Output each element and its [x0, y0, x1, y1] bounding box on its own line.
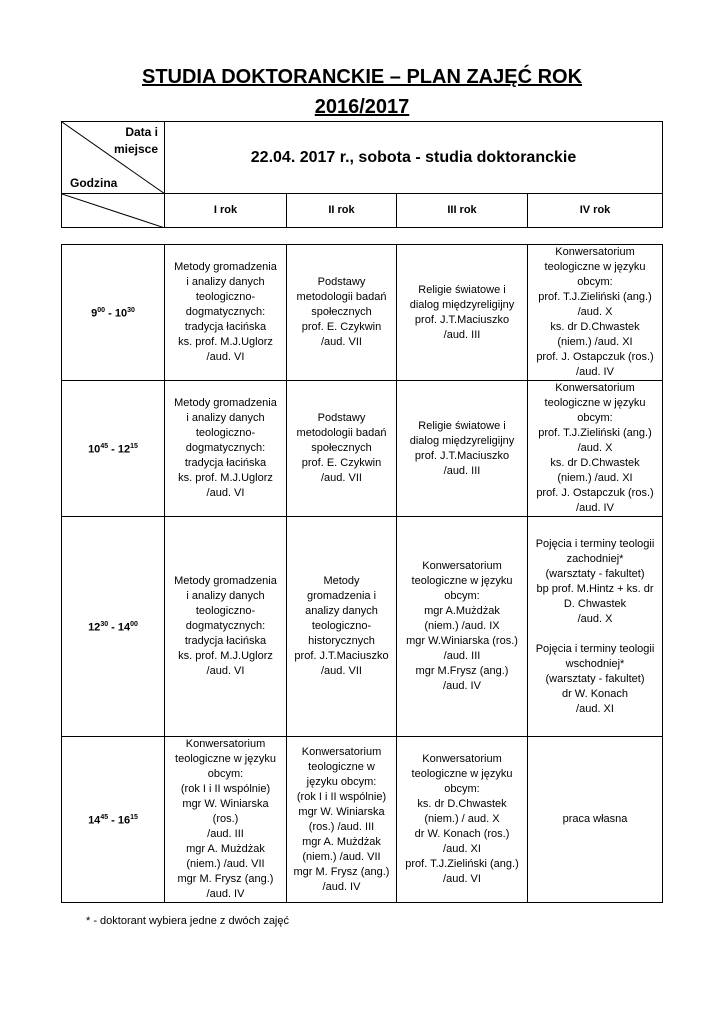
- schedule-row: [62, 245, 663, 381]
- schedule-table: [61, 244, 663, 903]
- corner-label-hour: Godzina: [70, 176, 118, 190]
- year-header-4: IV rok: [528, 194, 663, 228]
- class-cell-year1: Metody gromadzenia i analizy danych teologiczno- dogmatycznych: tradycja łacińska ks. prof. M.J.Uglorz /aud. VI: [165, 245, 287, 381]
- class-cell-year3: Religie światowe i dialog międzyreligijny prof. J.T.Maciuszko /aud. III: [397, 381, 528, 517]
- class-cell-year2: Podstawy metodologii badań społecznych prof. E. Czykwin /aud. VII: [287, 245, 397, 381]
- date-header: 22.04. 2017 r., sobota - studia doktoranckie: [165, 122, 663, 194]
- class-cell-year2: Podstawy metodologii badań społecznych prof. E. Czykwin /aud. VII: [287, 381, 397, 517]
- class-cell-year2: Konwersatorium teologiczne w języku obcym: (rok I i II wspólnie) mgr W. Winiarska (ros.) /aud. III mgr A. Mużdżak (niem.) /aud. VII mgr M. Frysz (ang.) /aud. IV: [287, 737, 397, 903]
- corner-empty-cell: [62, 194, 165, 228]
- year-header-1: I rok: [165, 194, 287, 228]
- time-slot: $10^{45} - 12^{15}$: [62, 381, 165, 517]
- time-slot: $14^{45} - 16^{15}$: [62, 737, 165, 903]
- footnote: * - doktorant wybiera jedne z dwóch zajęć: [86, 915, 289, 927]
- year-header-3: III rok: [397, 194, 528, 228]
- class-cell-year4: Konwersatorium teologiczne w języku obcym: prof. T.J.Zieliński (ang.) /aud. X ks. dr D.Chwastek (niem.) /aud. XI prof. J. Ostapczuk (ros.) /aud. IV: [528, 381, 663, 517]
- page-title-line1: STUDIA DOKTORANCKIE – PLAN ZAJĘĆ ROK: [141, 66, 583, 88]
- corner-header-cell: [62, 122, 165, 194]
- time-slot: $9^{00} - 10^{30}$: [62, 245, 165, 381]
- class-cell-year3: Konwersatorium teologiczne w języku obcym: mgr A.Mużdżak (niem.) /aud. IX mgr W.Winiarska (ros.) /aud. III mgr M.Frysz (ang.) /aud. IV: [397, 517, 528, 737]
- class-cell-year1: Konwersatorium teologiczne w języku obcym: (rok I i II wspólnie) mgr W. Winiarska (ros.) /aud. III mgr A. Mużdżak (niem.) /aud. VII mgr M. Frysz (ang.) /aud. IV: [165, 737, 287, 903]
- time-slot: $12^{30} - 14^{00}$: [62, 517, 165, 737]
- year-header-2: II rok: [287, 194, 397, 228]
- class-cell-year3: Konwersatorium teologiczne w języku obcym: ks. dr D.Chwastek (niem.) / aud. X dr W. Konach (ros.) /aud. XI prof. T.J.Zieliński (ang.) /aud. VI: [397, 737, 528, 903]
- class-cell-year4: Konwersatorium teologiczne w języku obcym: prof. T.J.Zieliński (ang.) /aud. X ks. dr D.Chwastek (niem.) /aud. XI prof. J. Ostapczuk (ros.) /aud. IV: [528, 245, 663, 381]
- header-table: [61, 121, 663, 228]
- class-cell-year2: Metody gromadzenia i analizy danych teologiczno- historycznych prof. J.T.Maciuszko /aud. VII: [287, 517, 397, 737]
- page-title-line2: 2016/2017: [314, 96, 410, 118]
- corner-label-date-place: Data i miejsce: [113, 125, 158, 156]
- schedule-row: [62, 737, 663, 903]
- class-cell-year1: Metody gromadzenia i analizy danych teologiczno- dogmatycznych: tradycja łacińska ks. prof. M.J.Uglorz /aud. VI: [165, 517, 287, 737]
- class-cell-year4: Pojęcia i terminy teologii zachodniej* (warsztaty - fakultet) bp prof. M.Hintz + ks. dr D. Chwastek /aud. X Pojęcia i terminy teologii wschodniej* (warsztaty - fakultet) dr W. Konach /aud. XI: [528, 517, 663, 737]
- class-cell-year4: praca własna: [528, 737, 663, 903]
- schedule-row: [62, 517, 663, 737]
- class-cell-year3: Religie światowe i dialog międzyreligijny prof. J.T.Maciuszko /aud. III: [397, 245, 528, 381]
- schedule-row: [62, 381, 663, 517]
- corner-diagonal-2: [62, 194, 165, 228]
- class-cell-year1: Metody gromadzenia i analizy danych teologiczno- dogmatycznych: tradycja łacińska ks. prof. M.J.Uglorz /aud. VI: [165, 381, 287, 517]
